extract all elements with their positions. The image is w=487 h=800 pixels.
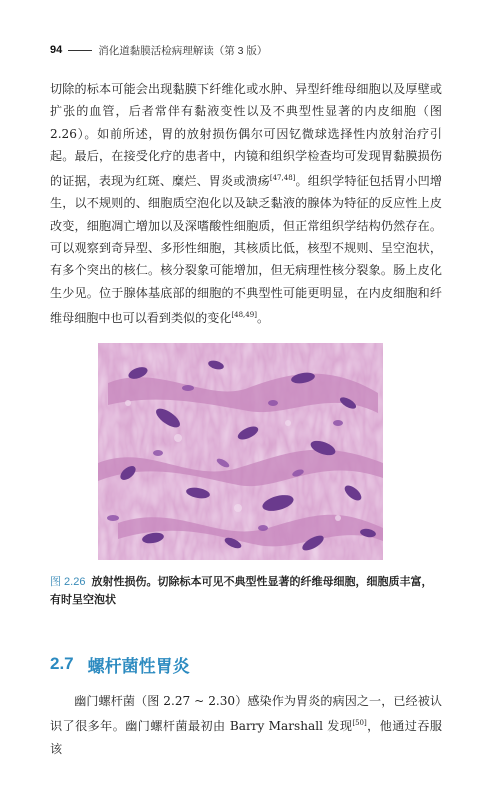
figure-caption [50,573,442,609]
book-title: 消化道黏膜活检病理解读（第 3 版） [98,44,268,57]
body-line: 然存在。可以观察到奇异型、多形性细胞，其核质比低，核型不规则、 [50,218,442,256]
body-line: 性上皮改变，细胞凋亡增加以及深嗜酸性细胞质，但正常组织学结构仍 [50,196,442,233]
citation: [47,48] [269,174,296,183]
body-line: 呈空泡状，有多个突出的核仁。核分裂象可能增加，但无病理性核分裂 [50,241,442,278]
body-line: 或扩张的血管，后者常伴有黏液变性以及不典型性显著的内皮细胞（图 [50,82,442,119]
body-line: 象。肠上皮化生少见。位于腺体基底部的细胞的不典型性可能更明显， [50,263,442,300]
histology-micrograph [98,343,383,560]
running-header [50,42,267,58]
body-line: 凹增生，以不规则的、细胞质空泡化以及缺乏黏液的腺体为特征的反应 [50,174,442,211]
section-title: 螺杆菌性胃炎 [87,656,190,676]
figure-label: 图 2.26 [50,576,86,588]
intro-text: 幽门螺杆菌（图 2.27 ~ 2.30）感染作为胃炎的病因之一，已经被认识了很多年。幽门螺杆菌最初由 Barry Marshall 发现 [50,694,442,734]
body-line: 切除的标本可能会出现黏膜下纤维化或水肿、异型纤维母细胞以及厚壁 [50,82,430,96]
header-rule [68,50,92,51]
citation: [48,49] [231,310,257,319]
body-line: 在内皮细胞和纤维母细胞中也可以看到类似的变化 [50,285,442,325]
section-intro-paragraph [50,690,442,760]
caption-text: 放射性损伤。切除标本可见不典型性显著的纤维母细胞，细胞质丰富，有时呈空泡状 [50,576,433,606]
section-heading [50,653,190,675]
body-line: 起。最后，在接受化疗的患者中，内镜和组织学检查均可发现胃黏膜损 [50,148,430,163]
body-line: 伤的证据，表现为红斑、糜烂、胃炎或溃疡 [50,148,442,189]
body-line: 。 [256,310,270,325]
body-line: 。组织学特征包括胃小 [295,174,418,189]
citation: [50] [352,719,367,728]
intro-text: ，他通过吞服该 [50,719,442,756]
body-paragraph [50,78,442,329]
section-number: 2.7 [50,654,74,673]
page-number: 94 [50,44,63,56]
body-line: 2.26）。如前所述，胃的放射损伤偶尔可因钇微球选择性内放射治疗引 [50,126,442,141]
